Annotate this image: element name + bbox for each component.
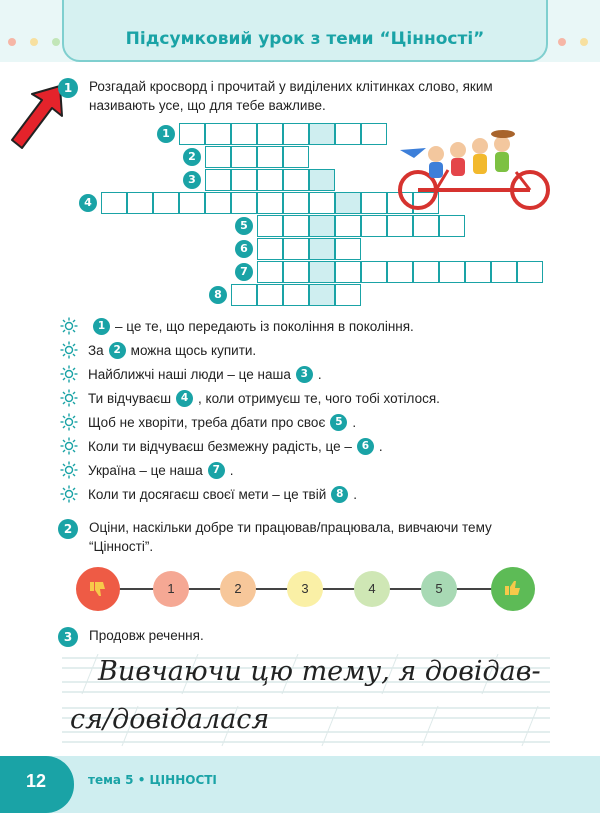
clue-before: Найближчі наші люди – це наша xyxy=(88,366,291,382)
crossword-cell[interactable] xyxy=(335,238,361,260)
sun-bullet-icon xyxy=(60,341,78,359)
crossword-cell[interactable] xyxy=(413,215,439,237)
sun-bullet-icon xyxy=(60,461,78,479)
crossword-cell[interactable] xyxy=(283,146,309,168)
crossword-row-number: 4 xyxy=(79,194,97,212)
crossword-cell[interactable] xyxy=(257,215,283,237)
clue-number: 8 xyxy=(331,486,348,503)
handwriting-line-2[interactable]: ся/довідалася xyxy=(70,704,270,735)
crossword-row-number: 6 xyxy=(235,240,253,258)
crossword-cell[interactable] xyxy=(283,123,309,145)
thumbs-down-button[interactable] xyxy=(76,567,120,611)
clue-number: 4 xyxy=(176,390,193,407)
crossword-cell[interactable] xyxy=(205,192,231,214)
crossword-cell[interactable] xyxy=(283,215,309,237)
rating-2-label: 2 xyxy=(234,581,242,596)
clue-item xyxy=(60,460,234,480)
crossword-cell[interactable] xyxy=(257,123,283,145)
clue-item xyxy=(60,364,322,384)
crossword-cell[interactable] xyxy=(439,261,465,283)
task-3-text: Продовж речення. xyxy=(89,628,204,643)
crossword-cell[interactable] xyxy=(231,192,257,214)
clue-before: Коли ти досягаєш своєї мети – це твій xyxy=(88,486,327,502)
crossword-cell[interactable] xyxy=(283,261,309,283)
task-1-number: 1 xyxy=(58,78,78,98)
crossword-cell[interactable] xyxy=(283,192,309,214)
page-number: 12 xyxy=(0,756,74,813)
clue-after: можна щось купити. xyxy=(130,342,257,358)
page-title: Підсумковий урок з теми “Цінності” xyxy=(125,29,485,49)
rating-4-button[interactable] xyxy=(354,571,390,607)
clue-number: 7 xyxy=(208,462,225,479)
crossword-cell[interactable] xyxy=(361,192,387,214)
crossword-cell[interactable] xyxy=(465,261,491,283)
crossword-cell-highlighted[interactable] xyxy=(309,123,335,145)
crossword-cell[interactable] xyxy=(179,123,205,145)
rating-3-label: 3 xyxy=(301,581,309,596)
clue-item xyxy=(60,388,440,408)
rating-4-label: 4 xyxy=(368,581,376,596)
rating-1-button[interactable] xyxy=(153,571,189,607)
thumbs-up-icon xyxy=(503,578,523,598)
clue-after: . xyxy=(317,366,322,382)
crossword-cell-highlighted[interactable] xyxy=(309,169,335,191)
tandem-bike-illustration xyxy=(396,120,554,212)
clue-number: 5 xyxy=(330,414,347,431)
crossword-cell-highlighted[interactable] xyxy=(309,238,335,260)
crossword-row-number: 2 xyxy=(183,148,201,166)
clue-after: . xyxy=(353,486,358,502)
crossword-cell[interactable] xyxy=(231,146,257,168)
sun-bullet-icon xyxy=(60,413,78,431)
clue-before: Коли ти відчуваєш безмежну радість, це – xyxy=(88,438,352,454)
sun-bullet-icon xyxy=(60,389,78,407)
crossword-cell[interactable] xyxy=(387,261,413,283)
rating-5-label: 5 xyxy=(435,581,443,596)
crossword-cell[interactable] xyxy=(257,146,283,168)
handwriting-line-1[interactable]: Вивчаючи цю тему, я довідав- xyxy=(98,656,541,687)
crossword-row-number: 7 xyxy=(235,263,253,281)
crossword-cell[interactable] xyxy=(231,169,257,191)
crossword-cell[interactable] xyxy=(179,192,205,214)
crossword-cell[interactable] xyxy=(205,146,231,168)
crossword-cell-highlighted[interactable] xyxy=(309,261,335,283)
task-1-text-line1: Розгадай кросворд і прочитай у виділених клітинках слово, яким xyxy=(89,79,493,94)
clue-before: Щоб не хворіти, треба дбати про своє xyxy=(88,414,326,430)
crossword-cell[interactable] xyxy=(361,123,387,145)
crossword-cell[interactable] xyxy=(101,192,127,214)
task-2-text-line1: Оціни, наскільки добре ти працював/працювала, вивчаючи тему xyxy=(89,520,492,535)
crossword-cell[interactable] xyxy=(257,284,283,306)
sun-bullet-icon xyxy=(60,317,78,335)
crossword-cell[interactable] xyxy=(257,261,283,283)
clue-before: Ти відчуваєш xyxy=(88,390,172,406)
crossword-cell[interactable] xyxy=(153,192,179,214)
crossword-cell[interactable] xyxy=(283,238,309,260)
clue-item xyxy=(60,436,383,456)
clue-after: – це те, що передають із покоління в покоління. xyxy=(115,318,414,334)
clue-after: . xyxy=(378,438,383,454)
crossword-cell[interactable] xyxy=(335,261,361,283)
crossword-cell[interactable] xyxy=(413,261,439,283)
task-3-number: 3 xyxy=(58,627,78,647)
clue-number: 1 xyxy=(93,318,110,335)
clue-item xyxy=(60,412,356,432)
crossword-cell[interactable] xyxy=(387,215,413,237)
task-1-text-line2: називають усе, що для тебе важливе. xyxy=(89,98,326,113)
crossword-row-number: 8 xyxy=(209,286,227,304)
crossword-cell-highlighted[interactable] xyxy=(309,215,335,237)
clue-number: 6 xyxy=(357,438,374,455)
crossword-cell[interactable] xyxy=(257,238,283,260)
clue-item xyxy=(60,484,357,504)
clue-number: 3 xyxy=(296,366,313,383)
crossword-row-number: 5 xyxy=(235,217,253,235)
crossword-cell[interactable] xyxy=(231,123,257,145)
crossword-cell[interactable] xyxy=(335,123,361,145)
sun-bullet-icon xyxy=(60,485,78,503)
rating-5-button[interactable] xyxy=(421,571,457,607)
crossword-cell[interactable] xyxy=(127,192,153,214)
clue-after: , коли отримуєш те, чого тобі хотілося. xyxy=(198,390,440,406)
task-2-number: 2 xyxy=(58,519,78,539)
crossword-cell[interactable] xyxy=(491,261,517,283)
crossword-cell[interactable] xyxy=(283,284,309,306)
footer-topic: тема 5 • ЦІННОСТІ xyxy=(88,773,217,787)
crossword-cell[interactable] xyxy=(335,284,361,306)
crossword-row-number: 3 xyxy=(183,171,201,189)
clue-before: За xyxy=(88,342,104,358)
crossword-cell[interactable] xyxy=(257,169,283,191)
crossword-cell[interactable] xyxy=(335,215,361,237)
rating-2-button[interactable] xyxy=(220,571,256,607)
clue-item xyxy=(60,340,256,360)
crossword-cell[interactable] xyxy=(309,192,335,214)
crossword-cell[interactable] xyxy=(361,261,387,283)
crossword-cell[interactable] xyxy=(257,192,283,214)
clue-after: . xyxy=(352,414,357,430)
clue-number: 2 xyxy=(109,342,126,359)
crossword-cell[interactable] xyxy=(517,261,543,283)
clue-item xyxy=(60,316,414,336)
task-2-text-line2: “Цінності”. xyxy=(89,539,154,554)
crossword-row-number: 1 xyxy=(157,125,175,143)
clue-before: Україна – це наша xyxy=(88,462,203,478)
crossword-cell[interactable] xyxy=(205,123,231,145)
crossword-cell[interactable] xyxy=(205,169,231,191)
crossword-cell[interactable] xyxy=(283,169,309,191)
crossword-cell[interactable] xyxy=(361,215,387,237)
sun-bullet-icon xyxy=(60,437,78,455)
thumbs-up-button[interactable] xyxy=(491,567,535,611)
sun-bullet-icon xyxy=(60,365,78,383)
rating-1-label: 1 xyxy=(167,581,175,596)
crossword-cell[interactable] xyxy=(439,215,465,237)
crossword-cell-highlighted[interactable] xyxy=(335,192,361,214)
rating-3-button[interactable] xyxy=(287,571,323,607)
thumbs-down-icon xyxy=(88,579,108,599)
crossword-cell-highlighted[interactable] xyxy=(309,284,335,306)
crossword-cell[interactable] xyxy=(231,284,257,306)
clue-after: . xyxy=(229,462,234,478)
